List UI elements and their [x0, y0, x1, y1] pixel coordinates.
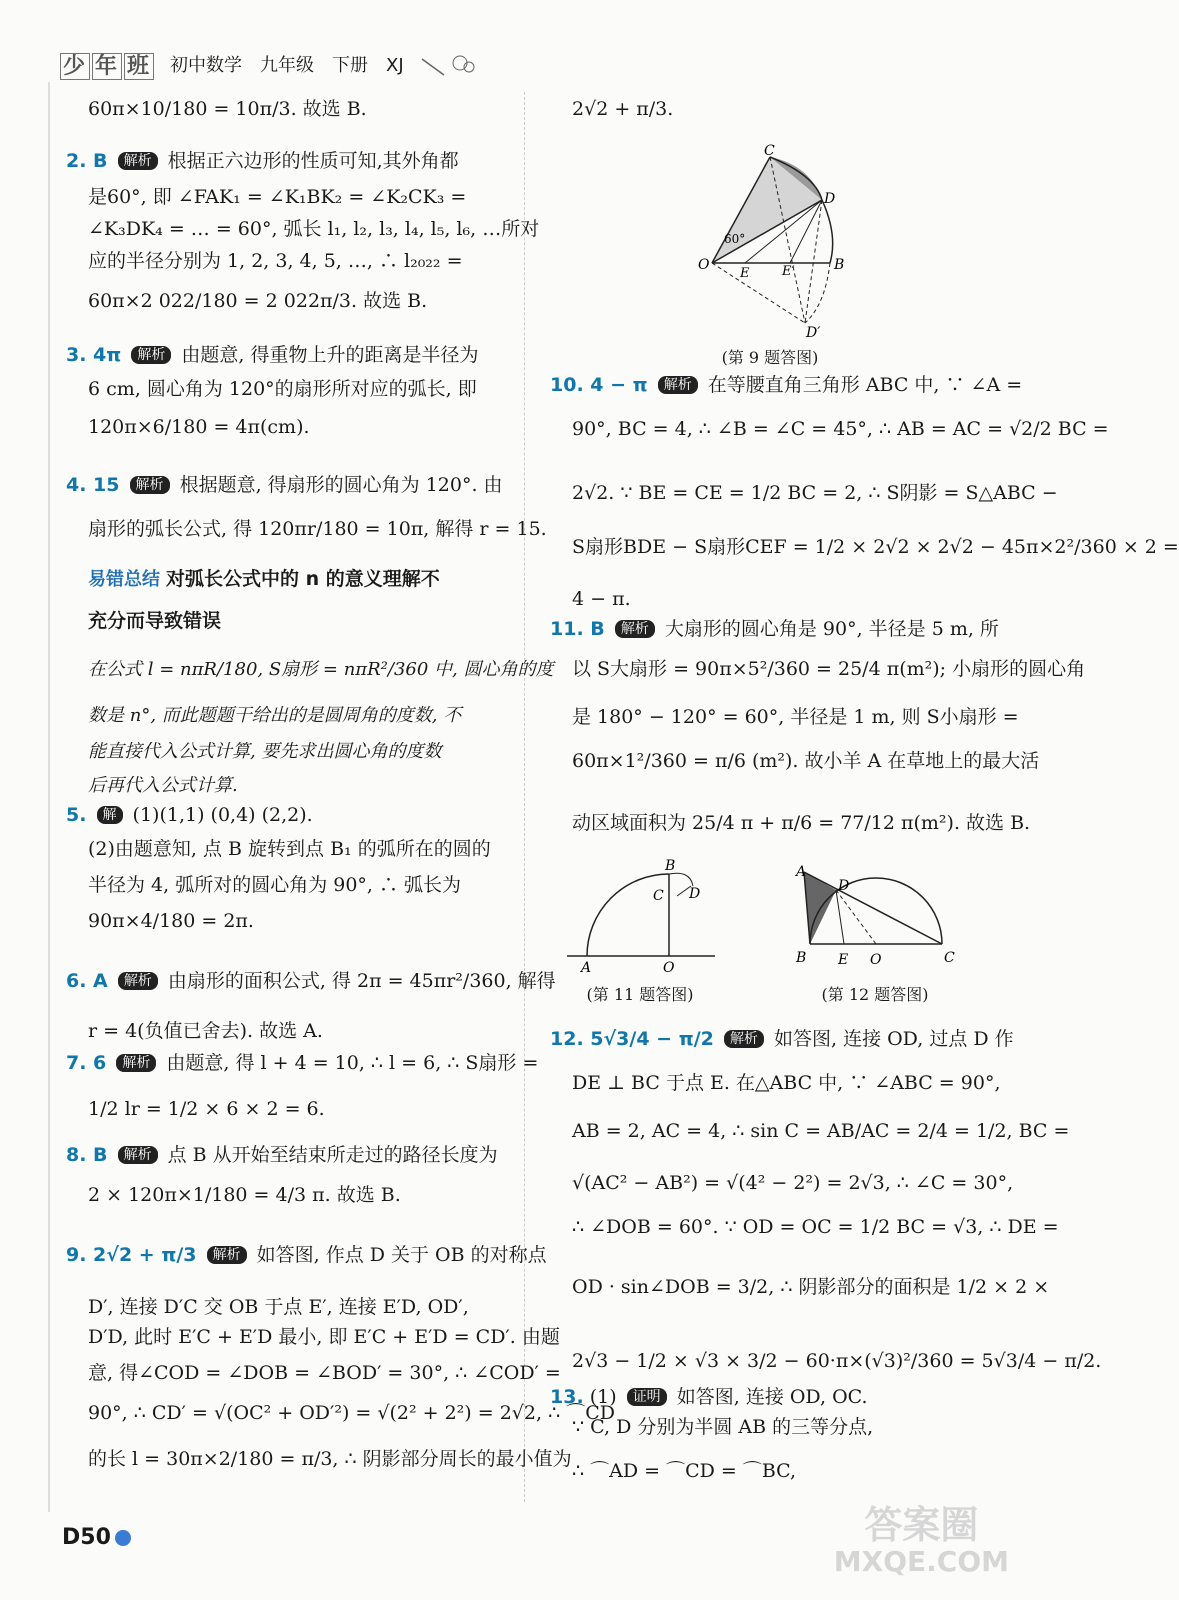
left-line — [88, 1100, 325, 1119]
answer-text: 2 × 120π×1/180 = 4/3 π. 故选 B. — [88, 1184, 401, 1206]
svg-text:60°: 60° — [724, 232, 746, 246]
answer-text: 应的半径分别为 1, 2, 3, 4, 5, …, ∴ l₂₀₂₂ = — [88, 250, 463, 272]
svg-text:A: A — [581, 960, 592, 976]
left-line — [88, 612, 221, 631]
svg-text:E′: E′ — [782, 264, 795, 279]
answer-tag: 解析 — [118, 972, 158, 990]
right-line — [572, 1218, 1059, 1237]
question-number: 7. 6 — [66, 1052, 107, 1074]
note-text: 能直接代入公式计算, 要先求出圆心角的度数 — [88, 741, 442, 762]
question-number: 6. A — [66, 970, 108, 992]
note-text: 在公式 l = nπR/180, S扇形 = nπR²/360 中, 圆心角的度 — [88, 659, 554, 680]
svg-text:C: C — [764, 143, 775, 159]
answer-text: 由题意, 得重物上升的距离是半径为 — [181, 344, 479, 366]
answer-text: 如答图, 作点 D 关于 OB 的对称点 — [256, 1244, 547, 1266]
left-line — [88, 1022, 323, 1041]
figure-11 — [565, 858, 725, 978]
answer-text: 点 B 从开始至结束所走过的路径长度为 — [167, 1144, 498, 1166]
answer-text: 意, 得∠COD = ∠DOB = ∠BOD′ = 30°, ∴ ∠COD′ = — [88, 1362, 561, 1384]
right-line — [572, 1418, 873, 1437]
answer-text: 根据正六边形的性质可知,其外角都 — [167, 150, 459, 172]
right-line — [550, 1030, 1014, 1049]
answer-tag: 解析 — [724, 1030, 764, 1048]
left-line — [88, 1328, 560, 1347]
right-line — [550, 376, 1022, 395]
left-line — [88, 660, 553, 679]
left-line — [88, 380, 477, 399]
right-line — [572, 590, 631, 609]
answer-tag: 解析 — [130, 476, 170, 494]
answer-text: 60π×1²/360 = π/6 (m²). 故小羊 A 在草地上的最大活 — [572, 750, 1040, 772]
answer-text: 4 − π. — [572, 588, 631, 610]
answer-tag: 解析 — [658, 376, 698, 394]
answer-text: 的长 l = 30π×2/180 = π/3, ∴ 阴影部分周长的最小值为 — [88, 1448, 572, 1470]
answer-tag: 解 — [97, 806, 123, 824]
note-heading: 充分而导致错误 — [88, 610, 222, 632]
right-line — [572, 484, 1058, 503]
svg-text:B: B — [834, 257, 845, 273]
right-line — [572, 100, 673, 119]
right-line — [572, 1074, 1000, 1093]
answer-text: OD · sin∠DOB = 3/2, ∴ 阴影部分的面积是 1/2 × 2 × — [572, 1276, 1050, 1298]
left-line — [88, 1404, 615, 1423]
svg-text:E: E — [838, 952, 849, 968]
right-line — [572, 538, 1179, 557]
book-title: 初中数学 九年级 下册 XJ — [170, 55, 404, 76]
answer-text: 120π×6/180 = 4π(cm). — [88, 416, 310, 438]
question-number: 12. 5√3/4 − π/2 — [550, 1028, 714, 1050]
note-text: 后再代入公式计算. — [88, 775, 238, 796]
answer-text: 2√3 − 1/2 × √3 × 3/2 − 60·π×(√3)²/360 = 5√3/4 − π/2. — [572, 1350, 1102, 1372]
question-number: 4. 15 — [66, 474, 120, 496]
left-line — [66, 346, 479, 365]
left-line — [88, 1186, 401, 1205]
right-line — [572, 1462, 796, 1481]
left-line — [88, 100, 367, 119]
svg-text:O: O — [663, 960, 675, 976]
answer-tag: 解析 — [116, 1054, 156, 1072]
svg-text:O: O — [870, 952, 882, 968]
note-heading: 对弧长公式中的 n 的意义理解不 — [166, 568, 440, 590]
left-line — [66, 152, 459, 171]
svg-text:D: D — [824, 191, 836, 207]
answer-text: 1/2 lr = 1/2 × 6 × 2 = 6. — [88, 1098, 325, 1120]
left-line — [66, 476, 503, 495]
svg-text:A: A — [796, 864, 807, 880]
question-number: 2. B — [66, 150, 108, 172]
answer-text: 由扇形的面积公式, 得 2π = 45πr²/360, 解得 — [167, 970, 556, 992]
answer-text: 如答图, 连接 OD, 过点 D 作 — [773, 1028, 1014, 1050]
answer-tag: 证明 — [627, 1388, 667, 1406]
page-dot-icon — [115, 1530, 131, 1546]
answer-text: ∠K₃DK₄ = … = 60°, 弧长 l₁, l₂, l₃, l₄, l₅, l₆, …所对 — [88, 218, 540, 240]
question-number: 10. 4 − π — [550, 374, 648, 396]
answer-text: 6 cm, 圆心角为 120°的扇形所对应的弧长, 即 — [88, 378, 477, 400]
right-line — [550, 620, 999, 639]
answer-tag: 解析 — [131, 346, 171, 364]
error-summary-tag: 易错总结 — [88, 569, 160, 590]
svg-text:E: E — [740, 266, 750, 281]
answer-text: 由题意, 得 l + 4 = 10, ∴ l = 6, ∴ S扇形 = — [166, 1052, 539, 1074]
right-line — [572, 814, 1030, 833]
left-line — [66, 1246, 547, 1265]
answer-text: AB = 2, AC = 4, ∴ sin C = AB/AC = 2/4 = 1/2, BC = — [572, 1120, 1070, 1142]
answer-text: 在等腰直角三角形 ABC 中, ∵ ∠A = — [707, 374, 1023, 396]
answer-text: D′, 连接 D′C 交 OB 于点 E′, 连接 E′D, OD′, — [88, 1296, 469, 1318]
answer-text: 90π×4/180 = 2π. — [88, 910, 254, 932]
svg-text:C: C — [944, 950, 955, 966]
watermark: 答案圈 MXQE.COM — [833, 1503, 1009, 1578]
left-line — [88, 776, 238, 795]
answer-text: 60π×2 022/180 = 2 022π/3. 故选 B. — [88, 290, 428, 312]
left-line — [88, 1298, 469, 1317]
left-line — [88, 912, 254, 931]
answer-tag: 解析 — [118, 152, 158, 170]
figure-11-caption: (第 11 题答图) — [586, 985, 694, 1004]
left-line — [88, 188, 466, 207]
answer-text: 60π×10/180 = 10π/3. 故选 B. — [88, 98, 367, 120]
answer-text: (1) — [589, 1386, 617, 1408]
question-number: 13. — [550, 1386, 584, 1408]
left-line — [88, 742, 441, 761]
figure-12-caption: (第 12 题答图) — [821, 985, 929, 1004]
svg-text:B: B — [796, 950, 807, 966]
right-line — [572, 1352, 1101, 1371]
figure-12 — [792, 862, 962, 972]
answer-text: 根据题意, 得扇形的圆心角为 120°. 由 — [179, 474, 503, 496]
right-line — [550, 1388, 868, 1407]
left-line — [88, 252, 463, 271]
left-line — [66, 972, 556, 991]
right-line — [572, 708, 1019, 727]
question-number: 3. 4π — [66, 344, 122, 366]
left-line — [88, 570, 440, 589]
svg-text:O: O — [698, 257, 710, 273]
left-line — [66, 806, 313, 825]
answer-text: ∵ C, D 分别为半圆 AB 的三等分点, — [572, 1416, 874, 1438]
left-line — [88, 418, 310, 437]
left-line — [88, 840, 491, 859]
svg-text:D′: D′ — [806, 325, 821, 341]
question-number: 11. B — [550, 618, 605, 640]
question-number: 8. B — [66, 1144, 108, 1166]
answer-text: 2√2 + π/3. — [572, 98, 674, 120]
svg-text:D: D — [689, 886, 701, 902]
answer-text: 扇形的弧长公式, 得 120πr/180 = 10π, 解得 r = 15. — [88, 518, 547, 540]
answer-text: 如答图, 连接 OD, OC. — [676, 1386, 868, 1408]
right-line — [572, 1122, 1069, 1141]
page-number: D50 — [62, 1525, 131, 1550]
answer-text: S扇形BDE − S扇形CEF = 1/2 × 2√2 × 2√2 − 45π×2²/360 × 2 = — [572, 536, 1179, 558]
answer-text: 半径为 4, 弧所对的圆心角为 90°, ∴ 弧长为 — [88, 874, 462, 896]
column-divider — [524, 92, 526, 1502]
right-line — [572, 1278, 1049, 1297]
answer-text: ∴ ⌒AD = ⌒CD = ⌒BC, — [572, 1460, 797, 1482]
left-line — [88, 706, 461, 725]
answer-text: 是 180° − 120° = 60°, 半径是 1 m, 则 S小扇形 = — [572, 706, 1019, 728]
left-line — [88, 520, 547, 539]
answer-tag: 解析 — [207, 1246, 247, 1264]
answer-text: 以 S大扇形 = 90π×5²/360 = 25/4 π(m²); 小扇形的圆心角 — [572, 658, 1086, 680]
answer-text: 大扇形的圆心角是 90°, 半径是 5 m, 所 — [664, 618, 999, 640]
binding-margin — [48, 82, 50, 1512]
note-text: 数是 n°, 而此题题干给出的是圆周角的度数, 不 — [88, 705, 462, 726]
page-header — [48, 46, 482, 82]
series-logo: 少 年 班 — [60, 49, 156, 80]
svg-text:B: B — [665, 858, 676, 874]
answer-text: 2√2. ∵ BE = CE = 1/2 BC = 2, ∴ S阴影 = S△ABC − — [572, 482, 1058, 504]
answer-tag: 解析 — [118, 1146, 158, 1164]
answer-text: ∴ ∠DOB = 60°. ∵ OD = OC = 1/2 BC = √3, ∴ DE = — [572, 1216, 1059, 1238]
figure-9 — [690, 145, 860, 345]
svg-text:D: D — [838, 878, 850, 894]
left-line — [88, 1450, 572, 1469]
figure-9-caption: (第 9 题答图) — [721, 348, 819, 367]
svg-text:C: C — [653, 888, 664, 904]
left-line — [66, 1054, 538, 1073]
left-line — [88, 220, 539, 239]
answer-text: D′D, 此时 E′C + E′D 最小, 即 E′C + E′D = CD′. 由题 — [88, 1326, 560, 1348]
header-decoration-icon — [422, 49, 482, 79]
answer-tag: 解析 — [615, 620, 655, 638]
question-number: 5. — [66, 804, 87, 826]
answer-text: DE ⊥ BC 于点 E. 在△ABC 中, ∵ ∠ABC = 90°, — [572, 1072, 1001, 1094]
answer-text: 是60°, 即 ∠FAK₁ = ∠K₁BK₂ = ∠K₂CK₃ = — [88, 186, 467, 208]
left-line — [66, 1146, 498, 1165]
answer-text: 90°, ∴ CD′ = √(OC² + OD′²) = √(2² + 2²) = 2√2, ∴ ⌒CD — [88, 1402, 615, 1424]
answer-text: r = 4(负值已舍去). 故选 A. — [88, 1020, 323, 1042]
left-line — [88, 876, 461, 895]
answer-text: 90°, BC = 4, ∴ ∠B = ∠C = 45°, ∴ AB = AC = √2/2 BC = — [572, 418, 1109, 440]
answer-text: (2)由题意知, 点 B 旋转到点 B₁ 的弧所在的圆的 — [88, 838, 491, 860]
answer-text: 动区域面积为 25/4 π + π/6 = 77/12 π(m²). 故选 B. — [572, 812, 1031, 834]
answer-text: (1)(1,1) (0,4) (2,2). — [132, 804, 313, 826]
left-line — [88, 1364, 561, 1383]
right-line — [572, 660, 1085, 679]
answer-text: √(AC² − AB²) = √(4² − 2²) = 2√3, ∴ ∠C = 30°, — [572, 1172, 1014, 1194]
left-line — [88, 292, 427, 311]
right-line — [572, 420, 1109, 439]
right-line — [572, 1174, 1013, 1193]
question-number: 9. 2√2 + π/3 — [66, 1244, 197, 1266]
right-line — [572, 752, 1039, 771]
